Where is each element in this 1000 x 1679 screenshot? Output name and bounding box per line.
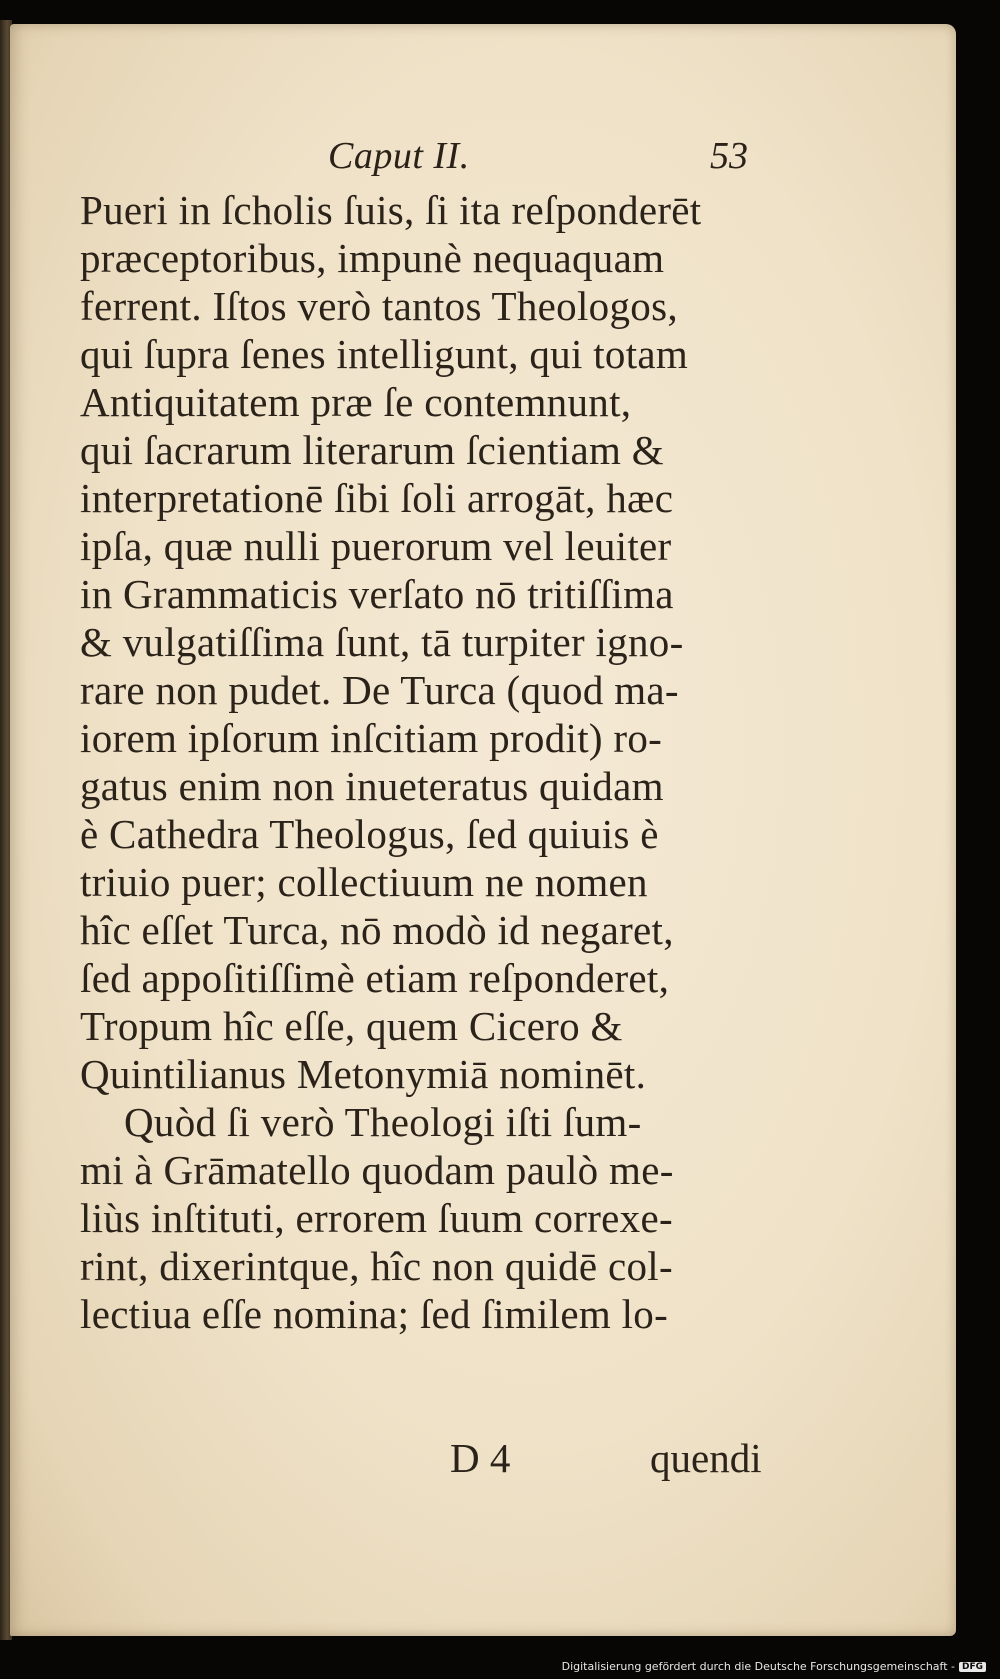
digitization-credit [562,1660,986,1673]
text-line: Quintilianus Metonymiā nominēt. [80,1051,647,1097]
text-line: hîc eſſet Turca, nō modò id negaret, [80,907,674,953]
page-number: 53 [710,135,748,177]
signature-mark: D 4 [450,1435,511,1481]
text-line: præceptoribus, impunè nequaquam [80,235,665,281]
running-title: Caput II. [328,135,470,177]
text-line: è Cathedra Theologus, ſed quiuis è [80,811,659,857]
text-line: Antiquitatem præ ſe contemnunt, [80,379,632,425]
running-head [10,128,956,188]
text-line: gatus enim non inueteratus quidam [80,763,664,809]
credit-text: Digitalisierung gefördert durch die Deutsche Forschungsgemeinschaft - [561,1660,955,1673]
text-line: iorem ipſorum inſcitiam prodit) ro- [80,715,663,761]
text-line: in Grammaticis verſato nō tritiſſima [80,571,674,617]
catchword: quendi [650,1435,762,1481]
text-line: qui ſupra ſenes intelligunt, qui totam [80,331,689,377]
text-line: Tropum hîc eſſe, quem Cicero & [80,1003,623,1049]
text-line: liùs inſtituti, errorem ſuum correxe- [80,1195,673,1241]
page-footer [10,1434,956,1484]
body-text [80,186,780,1338]
text-line: Pueri in ſcholis ſuis, ſi ita reſponderēt [80,187,702,233]
text-line: rint, dixerintque, hîc non quidē col- [80,1243,673,1289]
text-line: lectiua eſſe nomina; ſed ſimilem lo- [80,1291,669,1337]
dfg-logo-icon: DFG [959,1662,986,1672]
book-page [10,24,956,1636]
text-line: interpretationē ſibi ſoli arrogāt, hæc [80,475,674,521]
text-line: ipſa, quæ nulli puerorum vel leuiter [80,523,672,569]
text-line: ferrent. Iſtos verò tantos Theologos, [80,283,678,329]
text-line: triuio puer; collectiuum ne nomen [80,859,648,905]
text-line: rare non pudet. De Turca (quod ma- [80,667,679,713]
text-line: & vulgatiſſima ſunt, tā turpiter igno- [80,619,684,665]
text-line: ſed appoſitiſſimè etiam reſponderet, [80,955,670,1001]
text-line: qui ſacrarum literarum ſcientiam & [80,427,664,473]
text-line: mi à Grāmatello quodam paulò me- [80,1147,674,1193]
text-line: Quòd ſi verò Theologi iſti ſum- [124,1099,642,1145]
